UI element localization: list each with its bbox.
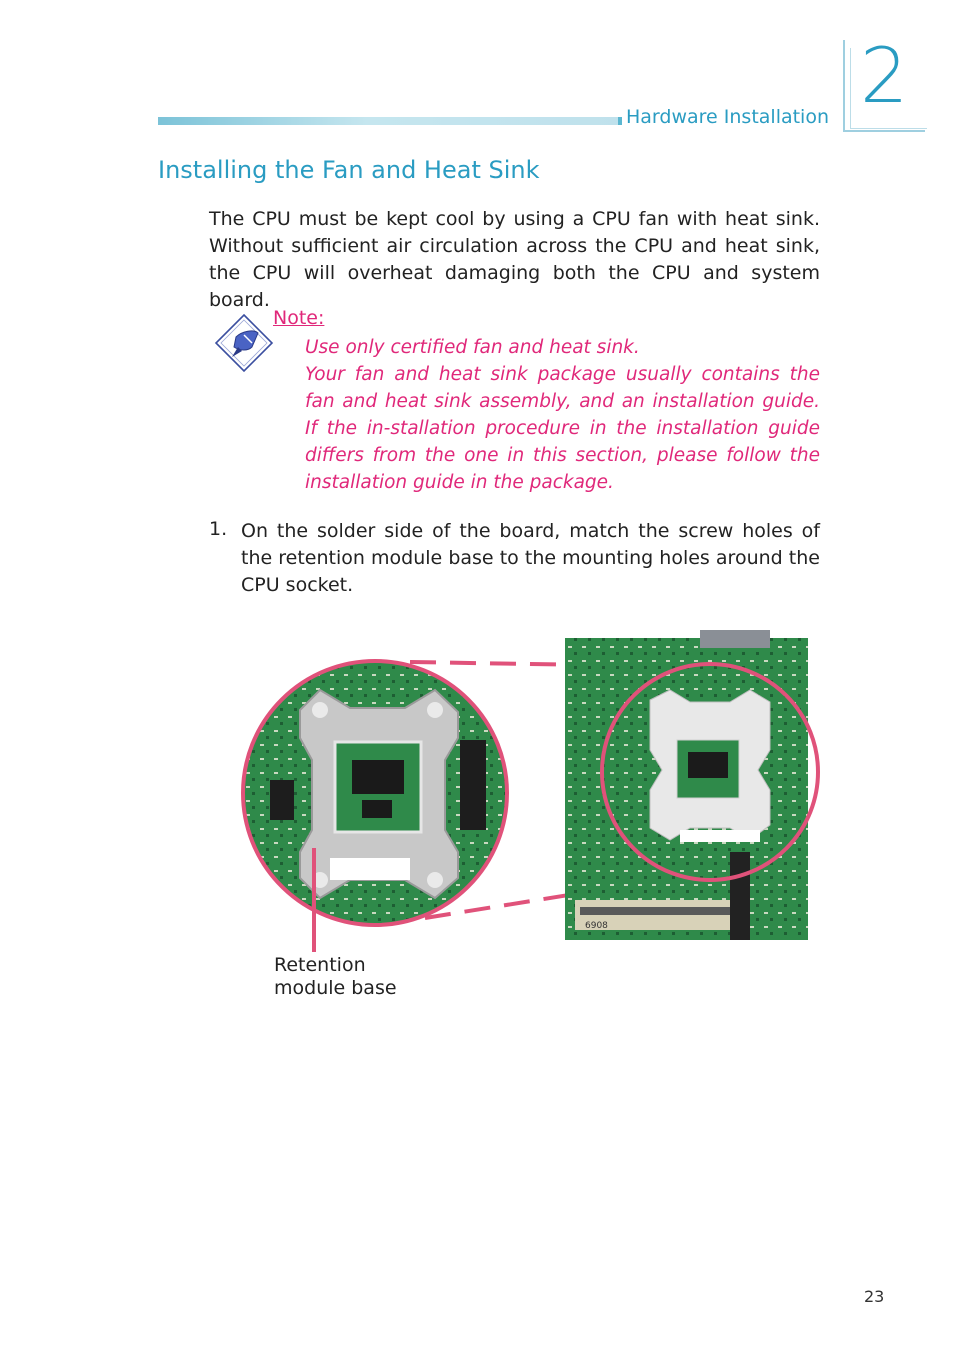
note-body — [305, 334, 820, 496]
note-line-1: Use only certified fan and heat sink. — [305, 337, 640, 358]
page-number: 23 — [864, 1287, 885, 1306]
note-label: Note: — [273, 307, 325, 329]
board-photo — [565, 630, 818, 940]
header-rule — [158, 117, 622, 125]
note-line-2: Your fan and heat sink package usually contains the fan and heat sink assembly, and an installation guide. If the in-stallation procedure in the installation guide differs from the one in this section, please follow the installation guide in the package. — [305, 364, 820, 493]
chapter-number: 2 — [860, 31, 909, 120]
step-text: On the solder side of the board, match the screw holes of the retention module base to the mounting holes around the CPU socket. — [241, 520, 820, 596]
figure-label-line-1: Retention — [274, 954, 366, 976]
running-header: Hardware Installation — [626, 106, 830, 128]
step-number: 1. — [209, 518, 228, 540]
note-pencil-icon — [214, 313, 274, 373]
retention-module-figure — [230, 630, 830, 1010]
figure-callout-label — [274, 954, 397, 1000]
figure-label-line-2: module base — [274, 977, 397, 999]
board-label: 6908 — [585, 921, 608, 931]
zoom-circle — [230, 650, 520, 940]
section-title: Installing the Fan and Heat Sink — [158, 156, 540, 184]
intro-paragraph: The CPU must be kept cool by using a CPU fan with heat sink. Without sufficient air circulation across the CPU and heat sink, the CPU will overheat damaging both the CPU and system board. — [209, 208, 820, 311]
